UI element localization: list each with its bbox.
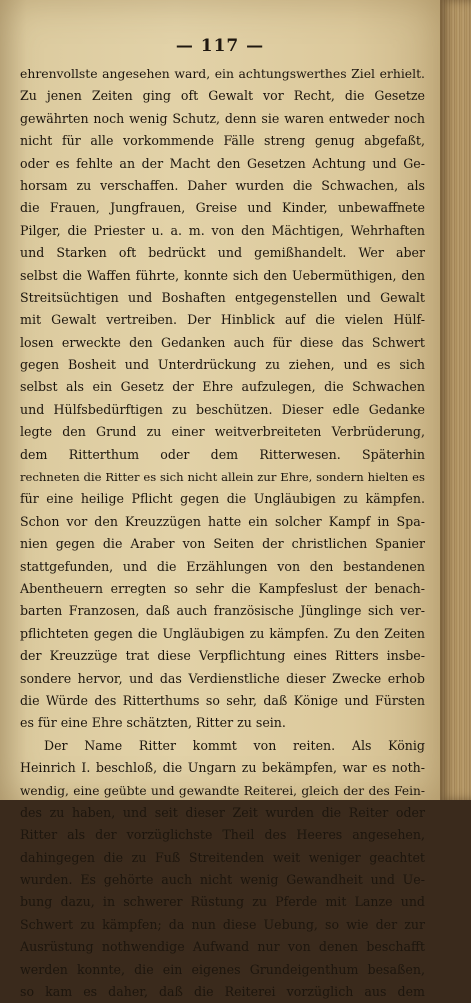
text-line: ehrenvollste angesehen ward, ein achtungswerthes Ziel erhielt. <box>20 66 425 81</box>
text-line: Schwert zu kämpfen; da nun diese Uebung, so wie der zur <box>20 916 425 932</box>
text-line: Zu jenen Zeiten ging oft Gewalt vor Recht, die Gesetze <box>20 88 425 104</box>
text-line: Pilger, die Priester u. a. m. von den Mächtigen, Wehrhaften <box>20 222 425 238</box>
text-line: wendig, eine geübte und gewandte Reiterei, gleich der des Fein- <box>20 783 425 798</box>
text-line: Abentheuern erregten so sehr die Kampfeslust der benach- <box>20 580 425 596</box>
text-line: rechneten die Ritter es sich nicht allein zur Ehre, sondern hielten es <box>20 470 425 485</box>
text-line: mit Gewalt vertreiben. Der Hinblick auf die vielen Hülf- <box>20 312 425 328</box>
text-line: Heinrich I. beschloß, die Ungarn zu bekämpfen, war es noth- <box>20 760 425 776</box>
text-line: bung dazu, in schwerer Rüstung zu Pferde mit Lanze und <box>20 894 425 910</box>
text-line: für eine heilige Pflicht gegen die Ungläubigen zu kämpfen. <box>20 491 425 507</box>
text-line: nicht für alle vorkommende Fälle streng genug abgefaßt, <box>20 133 425 149</box>
text-line: selbst die Waffen führte, konnte sich den Uebermüthigen, den <box>20 267 425 283</box>
text-line: pflichteten gegen die Ungläubigen zu kämpfen. Zu den Zeiten <box>20 625 425 641</box>
text-line: die Würde des Ritterthums so sehr, daß Könige und Fürsten <box>20 692 425 708</box>
text-line: Ausrüstung nothwendige Aufwand nur von denen beschafft <box>20 939 425 955</box>
page-edge-stack <box>440 0 471 800</box>
text-line: gegen Bosheit und Unterdrückung zu ziehen, und es sich <box>20 357 425 373</box>
text-line: losen erweckte den Gedanken auch für diese das Schwert <box>20 334 425 350</box>
text-line: sondere hervor, und das Verdienstliche dieser Zwecke erhob <box>20 670 425 686</box>
text-line: so kam es daher, daß die Reiterei vorzüglich aus dem <box>20 984 425 1000</box>
text-line: des zu haben, und seit dieser Zeit wurden die Reiter oder <box>20 804 425 820</box>
text-line: nien gegen die Araber von Seiten der christlichen Spanier <box>20 536 425 552</box>
text-line: selbst als ein Gesetz der Ehre aufzulegen, die Schwachen <box>20 379 425 395</box>
text-line: horsam zu verschaffen. Daher wurden die Schwachen, als <box>20 177 425 193</box>
text-line: und Hülfsbedürftigen zu beschützen. Dieser edle Gedanke <box>20 401 425 417</box>
text-line: Schon vor den Kreuzzügen hatte ein solcher Kampf in Spa- <box>20 513 425 529</box>
page-number: — 117 — <box>175 36 265 56</box>
text-line: oder es fehlte an der Macht den Gesetzen Achtung und Ge- <box>20 155 425 171</box>
text-line: dem Ritterthum oder dem Ritterwesen. Späterhin <box>20 446 425 462</box>
body-text <box>20 63 425 1003</box>
text-line: wurden. Es gehörte auch nicht wenig Gewandheit und Ue- <box>20 872 425 888</box>
text-line: gewährten noch wenig Schutz, denn sie waren entweder noch <box>20 110 425 126</box>
text-line: der Kreuzzüge trat diese Verpflichtung eines Ritters insbe- <box>20 648 425 664</box>
text-line: barten Franzosen, daß auch französische Jünglinge sich ver- <box>20 603 425 619</box>
text-line: Streitsüchtigen und Boshaften entgegenstellen und Gewalt <box>20 289 425 305</box>
text-line: stattgefunden, und die Erzählungen von den bestandenen <box>20 558 425 574</box>
text-line: Ritter als der vorzüglichste Theil des Heeres angesehen, <box>20 827 425 843</box>
text-line: legte den Grund zu einer weitverbreiteten Verbrüderung, <box>20 424 425 440</box>
text-line: werden konnte, die ein eigenes Grundeigenthum besaßen, <box>20 961 425 977</box>
text-line: es für eine Ehre schätzten, Ritter zu sein. <box>20 715 286 731</box>
text-line: und Starken oft bedrückt und gemißhandelt. Wer aber <box>20 245 425 261</box>
text-line: die Frauen, Jungfrauen, Greise und Kinder, unbewaffnete <box>20 200 425 216</box>
text-line: Der Name Ritter kommt von reiten. Als König <box>44 737 425 753</box>
text-line: dahingegen die zu Fuß Streitenden weit weniger geachtet <box>20 849 425 865</box>
